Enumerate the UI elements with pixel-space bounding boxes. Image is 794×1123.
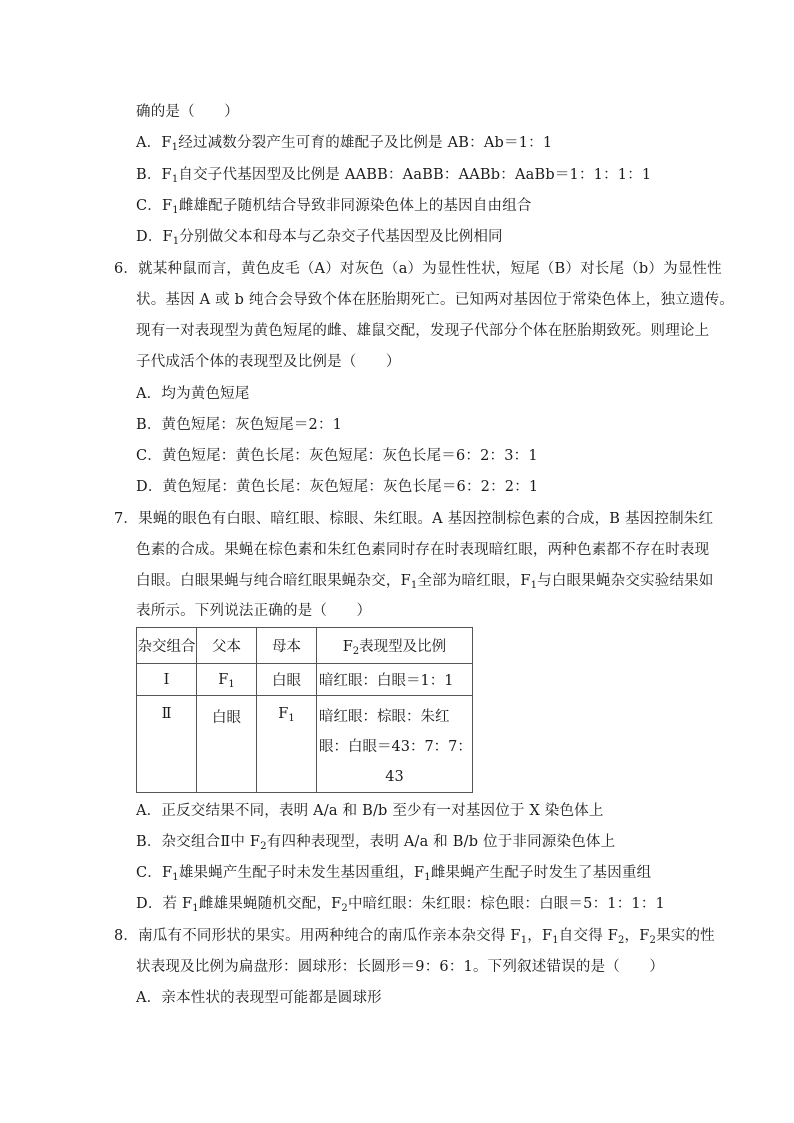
cell-father-1: $F_1$ xyxy=(197,664,257,696)
header-mother: 母本 xyxy=(257,628,317,664)
question-8-line-1: 8．南瓜有不同形状的果实。用两种纯合的南瓜作亲本杂交得 $F_1$，$F_1$自交得 $F_2$，$F_2$果实的性 xyxy=(114,928,715,946)
table-header-row xyxy=(137,628,473,664)
option-5d: D．$F_1$分别做父本和母本与乙杂交子代基因型及比例相同 xyxy=(136,229,503,247)
option-8a: A．亲本性状的表现型可能都是圆球形 xyxy=(136,990,382,1006)
question-6-line-2: 状。基因 A 或 b 纯合会导致个体在胚胎期死亡。已知两对基因位于常染色体上，独立遗传。 xyxy=(136,292,734,308)
cell-ratio-1: 暗红眼：白眼＝1：1 xyxy=(317,664,473,696)
option-5b: B．$F_1$自交子代基因型及比例是 AABB：AaBB：AABb：AaBb＝1：1：1：1 xyxy=(136,167,652,185)
question-5-stem-end: 确的是（ ） xyxy=(136,104,239,120)
cell-mother-2: $F_1$ xyxy=(257,696,317,793)
cell-ratio-2 xyxy=(317,696,473,793)
cell-father-2: 白眼 xyxy=(197,696,257,793)
option-6d: D．黄色短尾：黄色长尾：灰色短尾：灰色长尾＝6：2：2：1 xyxy=(136,479,539,495)
table-row xyxy=(137,696,473,793)
question-7-line-1: 7．果蝇的眼色有白眼、暗红眼、棕眼、朱红眼。A 基因控制棕色素的合成，B 基因控制朱红 xyxy=(114,511,714,527)
header-cross-combination: 杂交组合 xyxy=(137,628,197,664)
ratio-2-line-3: 43 xyxy=(385,769,404,785)
option-6b: B．黄色短尾：灰色短尾＝2：1 xyxy=(136,417,343,433)
ratio-2-line-1: 暗红眼：棕眼：朱红 xyxy=(319,709,450,725)
cell-cross-2: Ⅱ xyxy=(137,696,197,793)
question-6-line-1: 6．就某种鼠而言，黄色皮毛（A）对灰色（a）为显性性状，短尾（B）对长尾（b）为显性性 xyxy=(114,261,722,277)
option-5a: A．$F_1$经过减数分裂产生可育的雄配子及比例是 AB：Ab＝1：1 xyxy=(136,135,553,153)
cell-mother-1: 白眼 xyxy=(257,664,317,696)
option-6c: C．黄色短尾：黄色长尾：灰色短尾：灰色长尾＝6：2：3：1 xyxy=(136,448,538,464)
option-6a: A．均为黄色短尾 xyxy=(136,386,250,402)
question-6-line-4: 子代成活个体的表现型及比例是（ ） xyxy=(136,354,401,370)
question-7-line-2: 色素的合成。果蝇在棕色素和朱红色素同时存在时表现暗红眼，两种色素都不存在时表现 xyxy=(136,542,710,558)
question-8-line-2: 状表现及比例为扁盘形：圆球形：长圆形＝9：6：1。下列叙述错误的是（ ） xyxy=(136,959,665,975)
ratio-2-line-2: 眼：白眼＝43：7：7： xyxy=(319,739,472,755)
question-7-line-3: 白眼。白眼果蝇与纯合暗红眼果蝇杂交，$F_1$全部为暗红眼，$F_1$与白眼果蝇杂交实验结果如 xyxy=(136,573,714,591)
question-6-line-3: 现有一对表现型为黄色短尾的雌、雄鼠交配，发现子代部分个体在胚胎期致死。则理论上 xyxy=(136,323,710,339)
table-row xyxy=(137,664,473,696)
header-father: 父本 xyxy=(197,628,257,664)
cell-cross-1: Ⅰ xyxy=(137,664,197,696)
cross-results-table xyxy=(136,627,473,793)
option-7b: B．杂交组合Ⅱ中 $F_2$有四种表现型，表明 A/a 和 B/b 位于非同源染色体上 xyxy=(136,834,616,852)
option-7a: A．正反交结果不同，表明 A/a 和 B/b 至少有一对基因位于 X 染色体上 xyxy=(136,803,604,819)
option-7d: D．若 $F_1$雌雄果蝇随机交配，$F_2$中暗红眼：朱红眼：棕色眼：白眼＝5：1：1：1 xyxy=(136,896,665,914)
question-7-line-4: 表所示。下列说法正确的是（ ） xyxy=(136,603,372,619)
header-f2-phenotype-ratio: $F_2$表现型及比例 xyxy=(317,628,473,664)
option-5c: C．$F_1$雌雄配子随机结合导致非同源染色体上的基因自由组合 xyxy=(136,198,532,216)
option-7c: C．$F_1$雄果蝇产生配子时未发生基因重组，$F_1$雌果蝇产生配子时发生了基因重组 xyxy=(136,865,652,883)
